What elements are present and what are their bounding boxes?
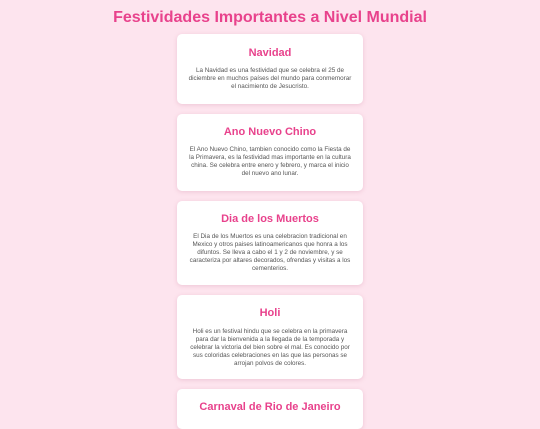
festivity-title: Carnaval de Rio de Janeiro [199, 401, 341, 413]
festivity-description: Holi es un festival hindu que se celebra en la primavera para dar la bienvenida a la llegada de la temporada y celebrar la victoria del bien sobre el mal. Es conocido por sus coloridas celebraciones en las que las personas se arrojan polvos de colores. [190, 328, 350, 367]
festivity-title: Holi [259, 307, 281, 319]
festivity-description: El Dia de los Muertos es una celebracion tradicional en Mexico y otros paises latinoamericanos que honra a los difuntos. Se lleva a cabo el 1 y 2 de noviembre, y se caracteriza por altares decorados, ofrendas y visitas a los cementerios. [189, 233, 351, 272]
festivity-card-dia-de-los-muertos [177, 201, 363, 285]
page-title: Festividades Importantes a Nivel Mundial [113, 9, 427, 26]
festivity-title: Dia de los Muertos [221, 213, 319, 225]
festivity-description: La Navidad es una festividad que se celebra el 25 de diciembre en muchos países del mundo para conmemorar el nacimiento de Jesucristo. [188, 67, 352, 90]
festivity-title: Ano Nuevo Chino [223, 126, 317, 138]
festivity-card-holi [177, 295, 363, 379]
festivity-card-navidad [177, 34, 363, 104]
festivity-card-carnaval-de-rio [177, 389, 363, 429]
festivity-title: Navidad [248, 47, 292, 59]
festivity-description: El Ano Nuevo Chino, tambien conocido como la Fiesta de la Primavera, es la festividad mas importante en la cultura china. Se celebra entre enero y febrero, y marca el inicio del nuevo ano lunar. [189, 146, 351, 177]
festivity-card-ano-nuevo-chino [177, 114, 363, 191]
